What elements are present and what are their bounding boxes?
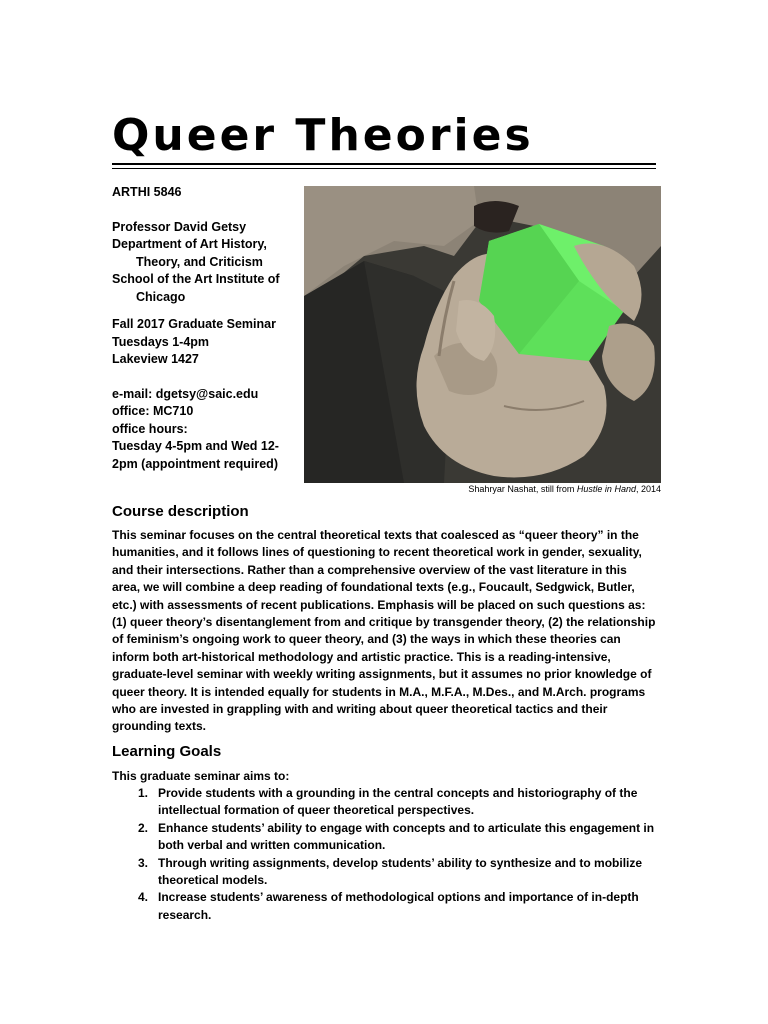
list-item-text: Increase students’ awareness of methodological options and importance of in-depth research.: [158, 890, 639, 922]
email: e-mail: dgetsy@saic.edu: [112, 386, 259, 401]
list-item-number: 3.: [138, 855, 149, 870]
learning-goals-heading: Learning Goals: [112, 743, 222, 760]
caption-suffix: , 2014: [635, 484, 661, 494]
list-item-number: 1.: [138, 786, 149, 800]
learning-goals-intro: This graduate seminar aims to:: [112, 769, 290, 783]
course-code: ARTHI 5846: [112, 185, 182, 199]
title-rule-thick: [112, 163, 656, 165]
office-hours-line-1: Tuesday 4-5pm and Wed 12-: [112, 439, 279, 453]
learning-goals-list: [112, 785, 657, 924]
list-item: [112, 889, 657, 924]
school-line-1: School of the Art Institute of: [112, 272, 280, 286]
school-line-2: Chicago: [136, 289, 186, 304]
term: Fall 2017 Graduate Seminar: [112, 317, 276, 331]
office-hours-line-2: 2pm (appointment required): [112, 456, 278, 471]
list-item: [112, 820, 657, 855]
list-item-text: Through writing assignments, develop students’ ability to synthesize and to mobilize theoretical models.: [158, 855, 643, 888]
title-rule-thin: [112, 168, 656, 169]
figure-caption: [468, 483, 661, 495]
course-description-text: This seminar focuses on the central theoretical texts that coalesced as “queer theory” in the humanities, and it follows lines of questioning to recent theoretical work in gender, sexuality, and their intersections. Rather than a comprehensive overview of the vast literature in this area, we will combine a deep reading of foundational texts (e.g., Foucault, Sedgwick, Butler, etc.) with assessments of recent publications. Emphasis will be placed on such questions as: (1) queer theory’s disentanglement from and critique by transgender theory, (2) the relationship of feminism’s ongoing work to queer theory, and (3) the ways in which these theories can inform both art-historical methodology and artistic practice. This is a reading-intensive, graduate-level seminar with weekly writing assignments, but it assumes no prior knowledge of queer theory. It is intended equally for students in M.A., M.F.A., M.Des., and M.Arch. programs who are invested in grappling with and writing about queer theoretical tactics and their grounding texts.: [112, 528, 656, 734]
list-item-text: Provide students with a grounding in the central concepts and historiography of the intellectual formation of queer theoretical perspectives.: [158, 786, 638, 818]
department-line-1: Department of Art History,: [112, 237, 267, 251]
department-line-2: Theory, and Criticism: [136, 254, 263, 269]
course-description-heading: Course description: [112, 503, 249, 520]
list-item: [112, 785, 657, 820]
film-still-photo: [304, 186, 661, 483]
office: office: MC710: [112, 404, 194, 418]
list-item-number: 2.: [138, 820, 149, 835]
caption-prefix: Shahryar Nashat, still from: [468, 484, 577, 494]
caption-title: Hustle in Hand: [576, 484, 636, 494]
schedule: Tuesdays 1-4pm: [112, 334, 210, 349]
list-item-text: Enhance students’ ability to engage with concepts and to articulate this engagement in both verbal and written communication.: [158, 820, 655, 853]
professor-name: Professor David Getsy: [112, 219, 247, 234]
document-title: Queer Theories: [112, 110, 534, 161]
office-hours-label: office hours:: [112, 421, 188, 436]
course-info-block: [112, 184, 292, 473]
list-item-number: 4.: [138, 890, 149, 905]
location: Lakeview 1427: [112, 352, 199, 366]
list-item: [112, 855, 657, 890]
